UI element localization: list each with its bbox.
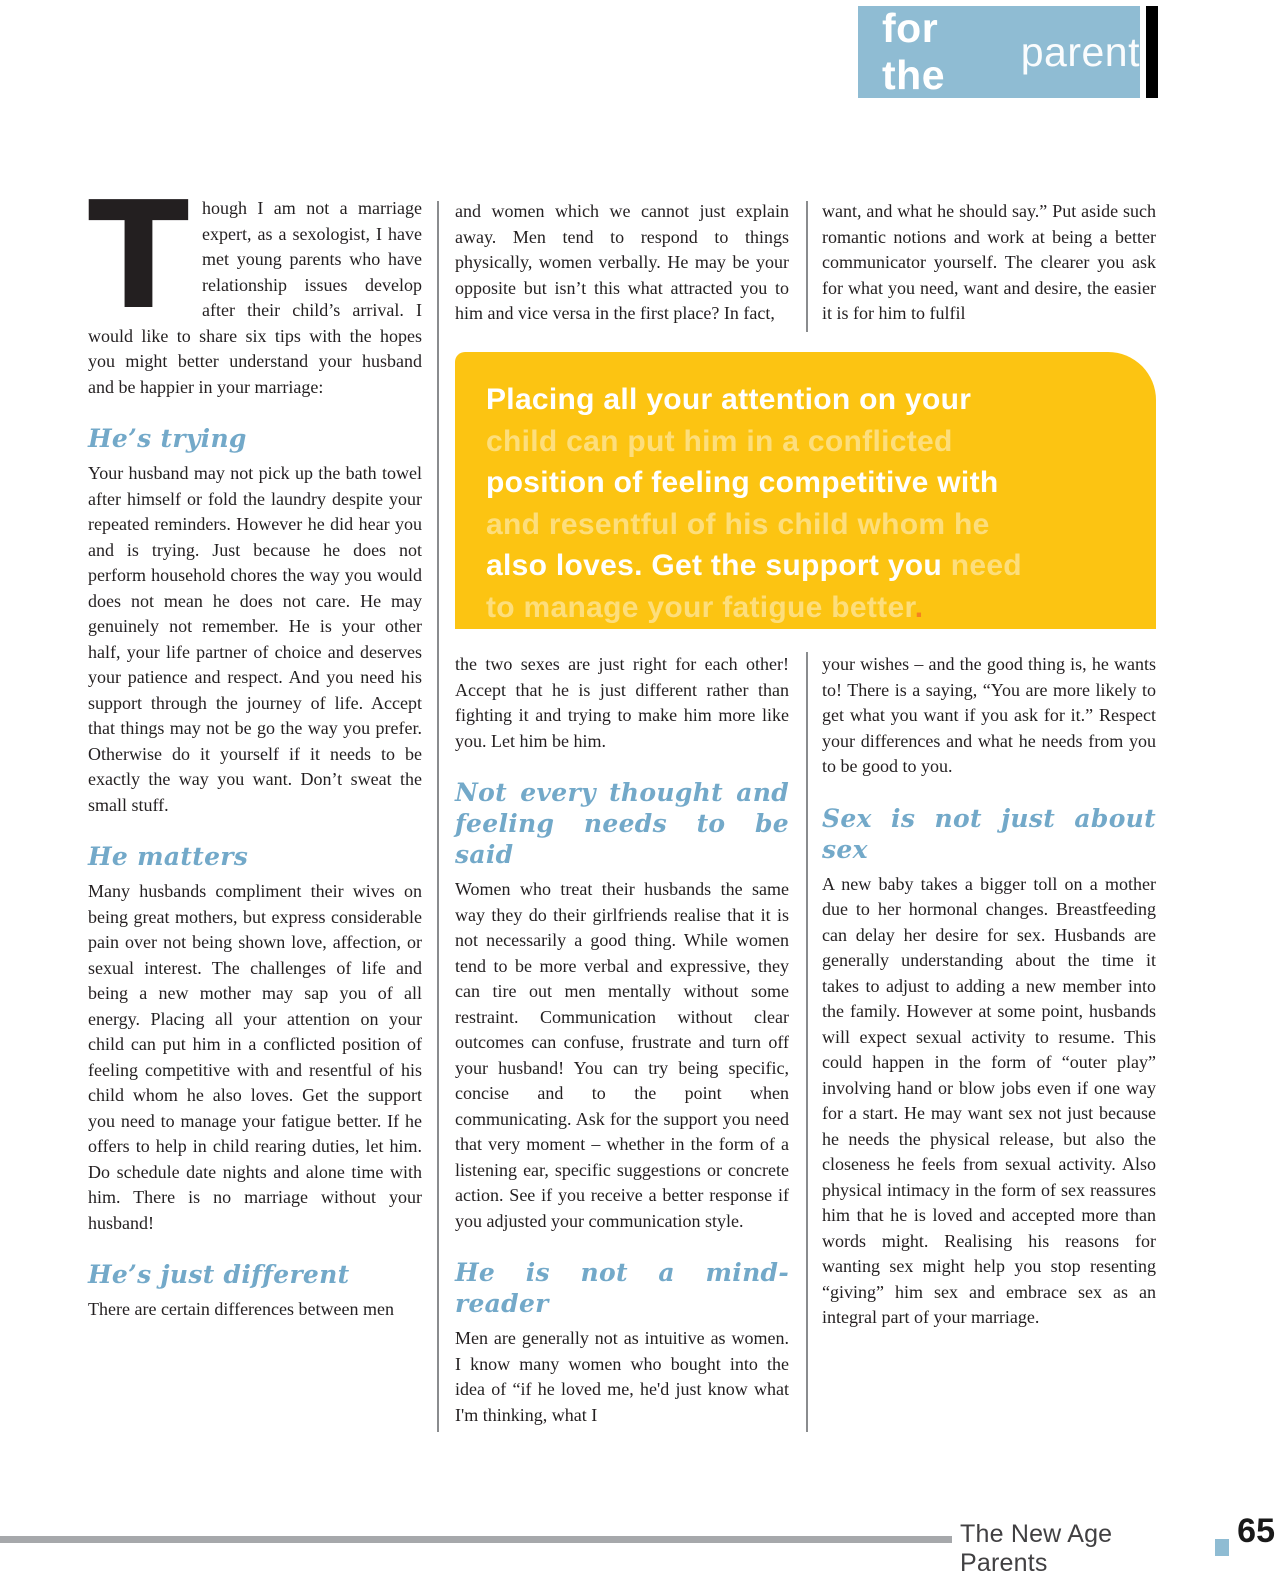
pull-quote-bright-text: also loves. Get the support you (486, 549, 943, 582)
heading-he-matters: He matters (88, 842, 249, 871)
paragraph-two-sexes: the two sexes are just right for each other! Accept that he is just different rather than fighting it and trying to make him more like you. Let him be him. (455, 654, 789, 751)
paragraph-your-wishes: your wishes – and the good thing is, he wants to! There is a saying, “You are more likely to get what you want if you ask for it.” Respect your differences and what he needs from you to be good to you. (822, 654, 1156, 776)
paragraph-mindreader-continued: want, and what he should say.” Put aside such romantic notions and work at being a better communicator yourself. The clearer you ask for what you need, want and desire, the easier it is for him to fulfil (822, 201, 1156, 323)
heading-sex-not-just-sex: Sex is not just about sex (822, 803, 1156, 864)
header-accent-bar (1146, 6, 1158, 98)
paragraph-not-a-mind-reader: Men are generally not as intuitive as women. I know many women who bought into the idea of “if he loved me, he'd just know what I'm thinking, what I (455, 1328, 789, 1425)
paragraph-differences-continued: and women which we cannot just explain away. Men tend to respond to things physically, women verbally. He may be your opposite but isn’t this what attracted you to him and vice versa in the first place? In fact, (455, 201, 789, 323)
column-2-top (455, 199, 789, 327)
paragraph-sex-not-just-sex: A new baby takes a bigger toll on a mother due to her hormonal changes. Breastfeeding can delay her desire for sex. Husbands are generally understanding about the time it takes to adjust to adding a new member into the family. However at some point, husbands will expect sexual activity to resume. This could happen in the form of “outer play” involving hand or blow jobs even if one way for a start. He may want sex not just because he needs the physical release, but also the closeness he feels from sexual activity. Also physical intimacy in the form of sex reassures him that he is loved and accepted more than words might. Realising his reasons for wanting sex might help you stop resenting “giving” him sex and embrace sex as an integral part of your marriage. (822, 873, 1156, 1327)
paragraph-hes-just-different-start: There are certain differences between men (88, 1299, 394, 1319)
footer (960, 1512, 1275, 1575)
column-rule-right-bottom (806, 652, 808, 1432)
column-3-bottom (822, 652, 1156, 1331)
magazine-name: The New Age Parents (960, 1520, 1113, 1575)
heading-not-a-mind-reader: He is not a mind-reader (455, 1258, 789, 1318)
heading-not-every-thought: Not every thought and feeling needs to be said (455, 778, 789, 869)
paragraph-not-every-thought: Women who treat their husbands the same way they do their girlfriends realise that it is not necessarily a good thing. While women tend to be more verbal and expressive, they can tire out men mentally without some restraint. Communication without clear outcomes can confuse, frustrate and turn off your husband! You can try being specific, concise and to the point when communicating. Ask for the support you need that very moment – whether in the form of a listening ear, specific suggestions or concrete action. See if you receive a better response if you adjusted your communication style. (455, 879, 789, 1231)
page-number: 65 (1237, 1512, 1275, 1550)
section-title-light: parent (1020, 28, 1140, 75)
pull-quote-accent-period: . (914, 590, 924, 624)
column-rule-right-top (806, 201, 808, 332)
section-title-bold: for the (882, 5, 945, 98)
column-2-bottom (455, 652, 789, 1428)
section-header (858, 6, 1140, 98)
intro-text: hough I am not a marriage expert, as a sexologist, I have met young parents who have relationship issues develop after their child’s arrival. I would like to share six tips with the hopes you might better understand your husband and be happier in your marriage: (88, 198, 422, 397)
column-1 (88, 170, 422, 1323)
footer-square-icon (1215, 1539, 1229, 1556)
pull-quote-line: child can put him in a conflicted (486, 424, 953, 458)
pull-quote-line (486, 545, 1136, 587)
dropcap-letter: T (88, 170, 189, 342)
paragraph-he-matters: Many husbands compliment their wives on being great mothers, but express considerable pain over not being shown love, affection, or sexual interest. The challenges of life and being a new mother may sap you of all energy. Placing all your attention on your child can put him in a conflicted position of feeling competitive with and resentful of his child whom he also loves. Get the support you need to manage your fatigue better. If he offers to help in child rearing duties, let him. Do schedule date nights and alone time with him. There is no marriage without your husband! (88, 881, 422, 1233)
pull-quote-dim-text: need (950, 549, 1022, 582)
pull-quote-line: and resentful of his child whom he (486, 507, 990, 541)
pull-quote-line (486, 587, 1136, 629)
paragraph-hes-trying: Your husband may not pick up the bath towel after himself or fold the laundry despite your repeated reminders. However he did hear you and is trying. Just because he does not perform household chores the way you would does not mean he does not care. He may genuinely not remember. He is your other half, your life partner of choice and deserves your patience and respect. And you need his support through the journey of life. Accept that things may not be go the way you prefer. Otherwise do it yourself if it needs to be exactly the way you want. Don’t sweat the small stuff. (88, 463, 422, 815)
heading-hes-trying: He’s trying (88, 424, 247, 453)
intro-paragraph (88, 170, 422, 400)
column-3-top (822, 199, 1156, 327)
pull-quote-dim-text: to manage your fatigue better (486, 590, 915, 624)
pull-quote-box (455, 352, 1156, 629)
footer-rule (0, 1536, 952, 1543)
heading-hes-just-different: He’s just different (88, 1260, 350, 1289)
pull-quote-line: Placing all your attention on your (486, 383, 972, 416)
pull-quote-line: position of feeling competitive with (486, 466, 999, 499)
column-rule-left (437, 201, 439, 1432)
